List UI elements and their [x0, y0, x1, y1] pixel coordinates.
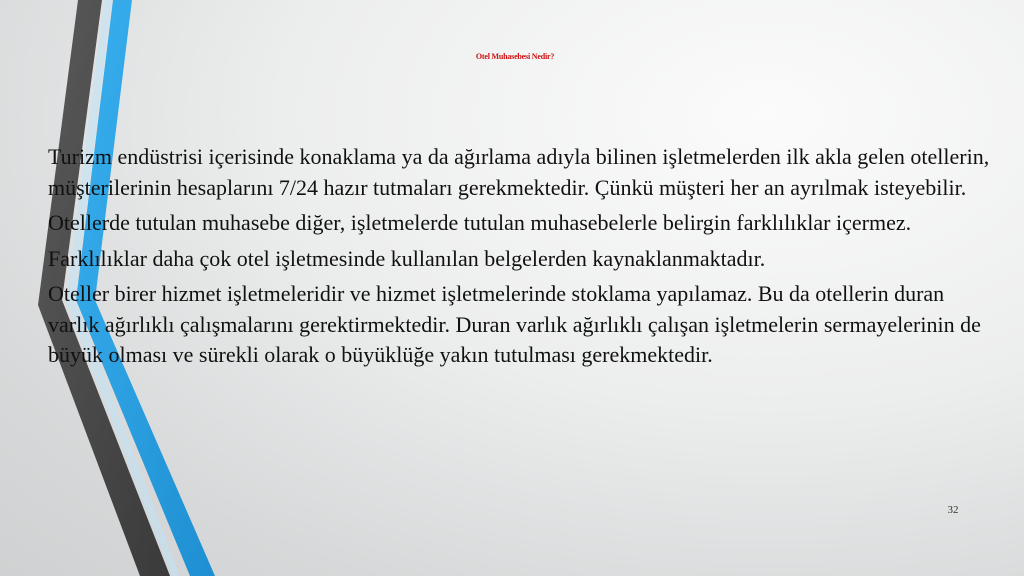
slide-body [48, 142, 993, 376]
paragraph-2: Otellerde tutulan muhasebe diğer, işletmelerde tutulan muhasebelerle belirgin farklılıklar içermez. [48, 210, 912, 235]
paragraph-3: Farklılıklar daha çok otel işletmesinde kullanılan belgelerden kaynaklanmaktadır. [48, 245, 766, 271]
slide-title: Otel Muhasebesi Nedir? [475, 52, 555, 61]
paragraph-1: Turizm endüstrisi içerisinde konaklama ya da ağırlama adıyla bilinen işletmelerden ilk akla gelen otellerin, müşterilerinin hesaplarını 7/24 hazır tutmaları gerekmektedir. Çünkü müşteri her an ayrılmak isteyebilir. [48, 144, 990, 200]
paragraph-4: Oteller birer hizmet işletmeleridir ve hizmet işletmelerinde stoklama yapılamaz. Bu da otellerin duran varlık ağırlıklı çalışmalarını gerektirmektedir. Duran varlık ağırlıklı çalışan işletmelerin sermayelerinin de büyük olması ve sürekli olarak o büyüklüğe yakın tutulması gerekmektedir. [48, 281, 981, 367]
page-number: 32 [947, 504, 959, 516]
